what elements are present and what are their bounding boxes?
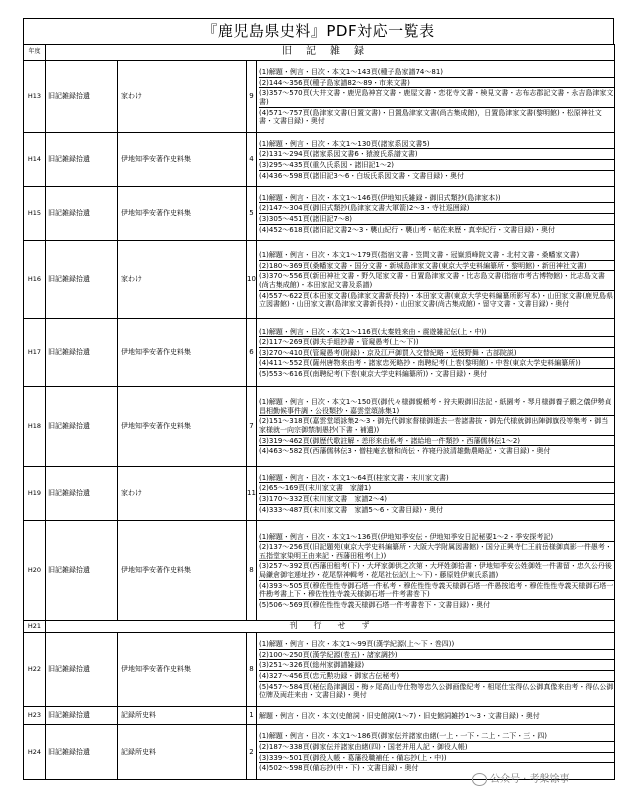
year-cell: H13: [24, 61, 46, 133]
contents-cell: [257, 187, 615, 241]
pdf-part-item: (3)305〜451頁(諸旧記7〜8): [259, 214, 614, 225]
pdf-part-item: (2)137〜256頁(旧記題苑(東京大学史料編纂所・大阪大学附属図書館)・国分正興寺仁王前岳様御真影一件愚考・五指堂家染明王由来記・西藩田租考(上)): [259, 542, 614, 561]
section-header: 旧記雑録: [46, 45, 615, 61]
category-cell: 旧記雑録拾遺: [46, 521, 118, 621]
page-title: 『鹿児島県史料』PDF対応一覧表: [23, 18, 614, 44]
volume-cell: 7: [247, 387, 257, 467]
not-published-cell: 刊 行 せ ず: [46, 621, 615, 633]
year-cell: H22: [24, 633, 46, 707]
series-title-cell: 家わけ: [118, 467, 247, 521]
series-title-cell: 記録所史料: [118, 707, 247, 725]
pdf-part-item: (2)117〜269頁(御夫手組抄書・管窺愚考(上〜下)): [259, 337, 614, 348]
volume-cell: 4: [247, 133, 257, 187]
contents-cell: [257, 387, 615, 467]
category-cell: 旧記雑録拾遺: [46, 61, 118, 133]
pdf-part-item: (1)解題・例言・目次・本文1〜64頁(桂家文書・末川家文書): [259, 473, 614, 484]
table-row: [24, 387, 615, 467]
pdf-part-item: (4)327〜456頁(忠元勲功録・御家古伝秘考): [259, 671, 614, 682]
year-cell: H17: [24, 319, 46, 387]
series-title-cell: 伊地知季安著作史料集: [118, 187, 247, 241]
series-title-cell: 伊地知季安著作史料集: [118, 387, 247, 467]
volume-cell: 10: [247, 241, 257, 319]
volume-cell: 8: [247, 633, 257, 707]
contents-cell: [257, 633, 615, 707]
volume-cell: 1: [247, 707, 257, 725]
table-row: [24, 633, 615, 707]
pdf-part-item: (2)65〜169頁(末川家文書 家譜1): [259, 483, 614, 494]
volume-cell: 8: [247, 521, 257, 621]
contents-cell: [257, 521, 615, 621]
catalog-table: [23, 44, 615, 780]
year-cell: H14: [24, 133, 46, 187]
series-title-cell: 伊地知季安著作史料集: [118, 319, 247, 387]
category-cell: 旧記雑録拾遺: [46, 133, 118, 187]
document-sheet: [23, 18, 614, 780]
category-cell: 旧記雑録拾遺: [46, 725, 118, 780]
pdf-part-item: (3)295〜435頁(重久氏系図・諸旧記1〜2): [259, 160, 614, 171]
volume-cell: 2: [247, 725, 257, 780]
contents-cell: [257, 467, 615, 521]
table-row: [24, 621, 615, 633]
pdf-part-item: (4)502〜598頁(備忘抄(中・下)・文書目録)・奥付: [259, 764, 419, 773]
pdf-part-item: (3)170〜332頁(末川家文書 家譜2〜4): [259, 494, 614, 505]
category-cell: 旧記雑録拾遺: [46, 387, 118, 467]
series-title-cell: 伊地知季安著作史料集: [118, 133, 247, 187]
year-cell: H24: [24, 725, 46, 780]
table-row: [24, 521, 615, 621]
series-title-cell: 家わけ: [118, 241, 247, 319]
series-title-cell: 家わけ: [118, 61, 247, 133]
table-row: [24, 61, 615, 133]
pdf-part-item: (4)393〜505頁(穆佐性性寺御石塔一件私考・穆佐性性寺義天様御石塔一件愚按追考・穆佐性性寺義天様御石塔一件勘考書上下・穆佐性性寺義天様御石塔一件考書巻下): [259, 581, 614, 599]
pdf-part-item: (3)319〜462頁(御歴代歌註解・恙形来由私考・諸給地一件類抄・西藩儒林伝1〜2): [259, 436, 614, 447]
pdf-part-item: (1)解題・例言・目次・本文1〜130頁(諸家系図文書5): [259, 139, 614, 150]
table-row: [24, 241, 615, 319]
pdf-part-item: (2)180〜369頁(桑幡家文書・国分文書・新城島津家文書(東京大学史料編纂所・黎明館)・新田神社文書): [259, 261, 614, 272]
year-cell: H15: [24, 187, 46, 241]
pdf-part-item: (1)解題・例言・目次・本文1〜136頁(伊地知季安伝・伊地知季安日記秘要1〜2・季安探考記): [259, 532, 614, 543]
watermark-text: 公众号 · 考槃馀事: [490, 774, 570, 785]
pdf-part-item: (2)151〜318頁(嘉雲堂頌詠集2〜3・御先代御家督様御逝去一巻諸書抜・御先代様就御出陣御旗役等集考・御当家様就一向宗御禁制愚抄(下書・補遺)): [259, 416, 614, 435]
year-header: 年度: [24, 45, 46, 61]
wechat-icon: [472, 773, 487, 786]
table-row: [24, 707, 615, 725]
year-cell: H16: [24, 241, 46, 319]
contents-cell: [257, 707, 615, 725]
pdf-part-item: (3)370〜556頁(新田神社文書・野久尾家文書・日置島津家文書・比志島文書(指宿市考古博物館)・比志島文書(尚古集成館)・本田家記文書及系譜): [259, 271, 614, 290]
category-cell: 旧記雑録拾遺: [46, 241, 118, 319]
pdf-part-item: (1)解題・例言・目次・本文1〜146頁(伊地知氏雑録・御旧式類抄(島津家本)): [259, 193, 614, 204]
pdf-part-item: (1)解題・例言・目次・本文1〜150頁(御代々様御親頼考・狩夫殿御旧法記・紙園考・琴月様御養子願之儀伊勢貞昌相勤候事件調・公役類抄・嘉雲堂頌詠集1): [259, 397, 614, 416]
table-row: [24, 187, 615, 241]
pdf-part-item: (4)452〜618頁(諸旧記文書2〜3・襲山紀行・襲山考・帖佐来歴・真幸紀行・文書目録)・奥付: [259, 225, 556, 234]
year-cell: H19: [24, 467, 46, 521]
pdf-part-item: (1)解題・例言・目次・本文1〜186頁(御家伝并諸家由緒(一上・一下・二上・二下・三・四): [259, 731, 614, 742]
pdf-part-item: (3)251〜326頁(総州家御譜雑録): [259, 660, 614, 671]
pdf-part-item: (2)131〜294頁(諸家系図文書6・猿渡氏系譜文書): [259, 149, 614, 160]
table-row: [24, 319, 615, 387]
pdf-part-item: (5)506〜569頁(穆佐性性寺義天様御石塔一件考書巻下・文書目録)・奥付: [259, 600, 491, 609]
pdf-part-item: (3)270〜410頁(管窺愚考(附録)・京及江戸御買入交替紀略・近桜野舞・古部院説): [259, 348, 614, 359]
series-title-cell: 伊地知季安著作史料集: [118, 633, 247, 707]
watermark: [472, 770, 570, 786]
table-row: [24, 133, 615, 187]
volume-cell: 5: [247, 187, 257, 241]
volume-cell: 6: [247, 319, 257, 387]
header-row: [24, 45, 615, 61]
pdf-part-item: (2)144〜356頁(種子島家譜82〜89・市来文書): [259, 78, 614, 89]
year-cell: H23: [24, 707, 46, 725]
contents-cell: [257, 319, 615, 387]
pdf-part-item: 解題・例言・目次・本文(史館詞・旧史館詞(1〜7)・旧史館詞雑抄1〜3・文書目録)・奥付: [259, 711, 540, 720]
category-cell: 旧記雑録拾遺: [46, 319, 118, 387]
pdf-part-item: (4)436〜598頁(諸旧記3〜6・白坂氏系図文書・文書目録)・奥付: [259, 171, 465, 180]
pdf-part-item: (4)411〜552頁(薩州唐物来由考・諸家忠死略抄・南聘紀考(上巻(黎明館)・中巻(東京大学史料編纂所)): [259, 358, 614, 369]
pdf-part-item: (5)553〜616頁(南聘紀考(下巻(東京大学史料編纂所))・文書目録)・奥付: [259, 369, 488, 378]
pdf-part-item: (4)333〜487頁(末川家文書 家譜5〜6・文書目録)・奥付: [259, 505, 444, 514]
category-cell: 旧記雑録拾遺: [46, 467, 118, 521]
pdf-part-item: (4)571〜757頁(島津家文書(日置文書)・日置島津家文書(尚古集成館)，日置島津家文書(黎明館)・松原神社文書・文書目録)・奥付: [259, 108, 602, 126]
pdf-part-item: (3)257〜392頁(西藩田租考(下)・大坪家御供之次第・大坪姓御拾書・伊地知季安公姓御姓一件書留・忠久公丹後局鎌倉御宅逓址抄・花尾祭神輯考・花尾社伝記(上〜下)・藤原姓伊東氏系譜): [259, 561, 614, 580]
volume-cell: 9: [247, 61, 257, 133]
series-title-cell: 伊地知季安著作史料集: [118, 521, 247, 621]
pdf-part-item: (5)457〜584頁(秘伝島津調図・梅ヶ尾高山寺仕物等忠久公御画像紀考・相尾仕宝得仏公御真像来由考・得仏公御位牌及両荘来由・文書目録)・奥付: [259, 682, 614, 700]
pdf-part-item: (1)解題・例言・目次・本文1〜143頁(種子島家譜74〜81): [259, 67, 614, 78]
pdf-part-item: (2)147〜304頁(御旧式類抄(島津家文書大軍箭)2〜3・寺社巡囲録): [259, 203, 614, 214]
category-cell: 旧記雑録拾遺: [46, 187, 118, 241]
category-cell: 旧記雑録拾遺: [46, 707, 118, 725]
pdf-part-item: (1)解題・例言・目次・本文1〜116頁(太秦姓来由・震遊雑記伝(上・中)): [259, 327, 614, 338]
volume-cell: 11: [247, 467, 257, 521]
year-cell: H21: [24, 621, 46, 633]
pdf-part-item: (2)100〜250頁(漢学紀源(巻五)・諸家調抄): [259, 650, 614, 661]
table-row: [24, 467, 615, 521]
pdf-part-item: (1)解題・例言・目次・本文1〜99頁(漢学紀源(上〜下・巻四)): [259, 639, 614, 650]
year-cell: H20: [24, 521, 46, 621]
year-cell: H18: [24, 387, 46, 467]
pdf-part-item: (4)463〜582頁(西藩儒林伝3・僧桂庵玄樹和尚伝・祚寝丹波清雄勤農略記・文書目録)・奥付: [259, 447, 551, 456]
pdf-part-item: (3)357〜570頁(大井文書・鹿児島神宮文書・鹿屋文書・恋花寺文書・検見文書・志布志郡記文書・永吉島津家文書): [259, 89, 614, 106]
pdf-part-item: (2)187〜338頁(御家伝并諸家由緒(四)・国老并用人記・御役人帳): [259, 742, 614, 753]
contents-cell: [257, 133, 615, 187]
pdf-part-item: (1)解題・例言・目次・本文1〜179頁(指宿文書・笠間文書・冠嶽頂峰院文書・北村文書・桑幡家文書): [259, 250, 614, 261]
category-cell: 旧記雑録拾遺: [46, 633, 118, 707]
pdf-part-item: (3)339〜501頁(御役人帳・葛藩役職補任・備忘抄(上・中)): [259, 753, 614, 764]
series-title-cell: 記録所史料: [118, 725, 247, 780]
pdf-part-item: (4)557〜622頁(本田家文書(島津家文書新長持)・本田家文書(東京大学史料編纂所影写本)・山田家文書(鹿児島県立図書館)・山田家文書(島津家文書新長持)・山田家文書(尚古集成館)・留守文書・文書目録)・奥付: [259, 291, 614, 309]
contents-cell: [257, 61, 615, 133]
contents-cell: [257, 241, 615, 319]
